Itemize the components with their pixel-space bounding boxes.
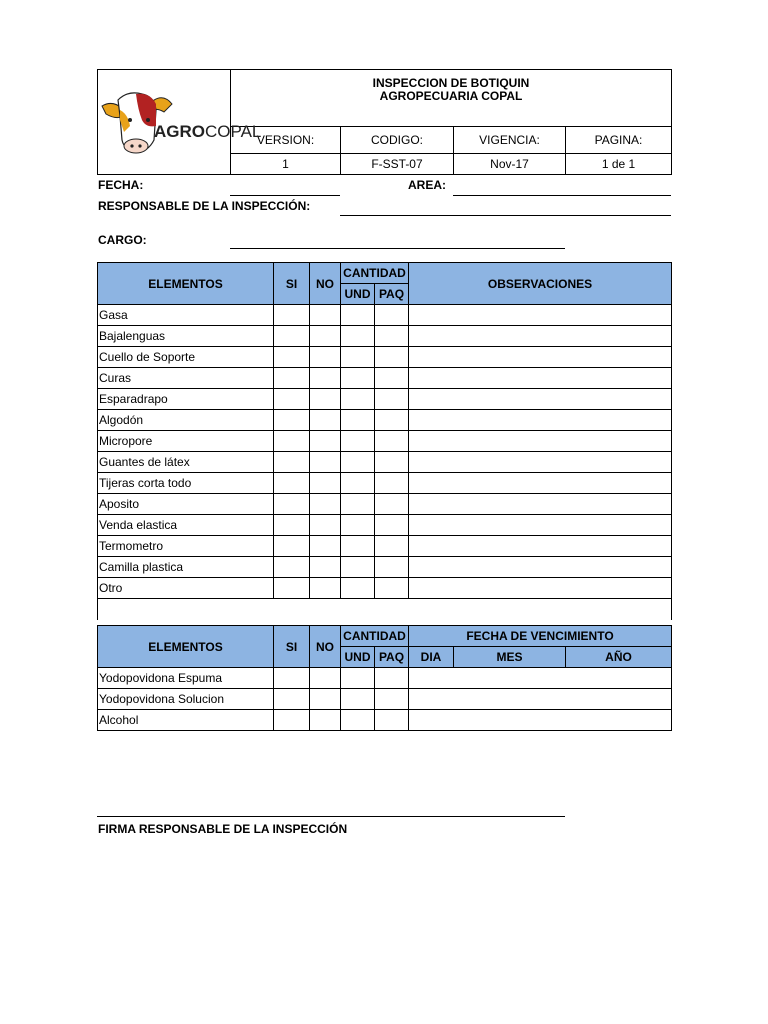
vigencia-label: VIGENCIA: (454, 127, 566, 154)
version-value: 1 (231, 153, 341, 174)
table-row (98, 305, 672, 326)
no-cell[interactable] (310, 410, 341, 431)
item-name: Aposito (98, 494, 274, 515)
paq-cell[interactable] (375, 536, 409, 557)
col2-fecha-vencimiento: FECHA DE VENCIMIENTO (409, 626, 672, 647)
col2-anio: AÑO (566, 647, 672, 668)
si-cell[interactable] (274, 557, 310, 578)
si-cell[interactable] (274, 326, 310, 347)
fecha-label: FECHA: (98, 178, 144, 192)
table-row (98, 668, 672, 689)
item-name: Tijeras corta todo (98, 473, 274, 494)
no-cell[interactable] (310, 578, 341, 599)
pagina-value: 1 de 1 (566, 153, 672, 174)
table-row (98, 347, 672, 368)
und-cell[interactable] (341, 326, 375, 347)
vencimiento-table (97, 625, 672, 731)
document-title (231, 70, 672, 127)
codigo-label: CODIGO: (341, 127, 454, 154)
und-cell[interactable] (341, 368, 375, 389)
observaciones-cell[interactable] (409, 305, 672, 326)
no-cell[interactable] (310, 368, 341, 389)
company-logo (98, 70, 262, 174)
observaciones-cell[interactable] (409, 410, 672, 431)
paq-cell[interactable] (375, 347, 409, 368)
paq-cell[interactable] (375, 431, 409, 452)
responsable-label: RESPONSABLE DE LA INSPECCIÓN: (98, 199, 311, 213)
und-cell[interactable] (341, 410, 375, 431)
cargo-input-line[interactable] (230, 248, 565, 249)
si-cell[interactable] (274, 452, 310, 473)
vigencia-value: Nov-17 (454, 153, 566, 174)
table-row (98, 557, 672, 578)
si-cell[interactable] (274, 578, 310, 599)
item-name: Algodón (98, 410, 274, 431)
col2-und: UND (341, 647, 375, 668)
paq-cell[interactable] (375, 410, 409, 431)
paq-cell[interactable] (375, 515, 409, 536)
paq-cell[interactable] (375, 494, 409, 515)
und-cell[interactable] (341, 557, 375, 578)
si-cell[interactable] (274, 494, 310, 515)
cargo-label: CARGO: (98, 233, 147, 247)
area-label: AREA: (408, 178, 446, 192)
col2-si: SI (274, 626, 310, 668)
vencimiento-cell[interactable] (409, 710, 672, 731)
si-cell[interactable] (274, 536, 310, 557)
firma-label: FIRMA RESPONSABLE DE LA INSPECCIÓN (98, 822, 348, 836)
table-row (98, 452, 672, 473)
col-observaciones: OBSERVACIONES (409, 263, 672, 305)
no-cell[interactable] (310, 557, 341, 578)
item-name: Yodopovidona Espuma (98, 668, 274, 689)
logo-copal: COPAL (205, 122, 262, 141)
table-row (98, 431, 672, 452)
no-cell[interactable] (310, 689, 341, 710)
title-line2: AGROPECUARIA COPAL (379, 89, 523, 103)
observaciones-cell[interactable] (409, 368, 672, 389)
logo-agro: AGRO (154, 122, 205, 141)
spacer-row (98, 599, 672, 620)
observaciones-cell[interactable] (409, 536, 672, 557)
table-row (98, 494, 672, 515)
item-name: Yodopovidona Solucion (98, 689, 274, 710)
paq-cell[interactable] (375, 473, 409, 494)
und-cell[interactable] (341, 710, 375, 731)
item-name: Cuello de Soporte (98, 347, 274, 368)
si-cell[interactable] (274, 689, 310, 710)
observaciones-cell[interactable] (409, 389, 672, 410)
logo-cell (98, 70, 262, 175)
table-row (98, 368, 672, 389)
observaciones-cell[interactable] (409, 347, 672, 368)
und-cell[interactable] (341, 536, 375, 557)
und-cell[interactable] (341, 668, 375, 689)
paq-cell[interactable] (375, 326, 409, 347)
paq-cell[interactable] (375, 389, 409, 410)
si-cell[interactable] (274, 389, 310, 410)
observaciones-cell[interactable] (409, 515, 672, 536)
item-name: Micropore (98, 431, 274, 452)
vencimiento-cell[interactable] (409, 689, 672, 710)
no-cell[interactable] (310, 668, 341, 689)
table-row (98, 689, 672, 710)
firma-line[interactable] (97, 816, 565, 817)
paq-cell[interactable] (375, 689, 409, 710)
item-name: Bajalenguas (98, 326, 274, 347)
col2-mes: MES (454, 647, 566, 668)
si-cell[interactable] (274, 668, 310, 689)
und-cell[interactable] (341, 305, 375, 326)
no-cell[interactable] (310, 431, 341, 452)
item-name: Guantes de látex (98, 452, 274, 473)
no-cell[interactable] (310, 305, 341, 326)
responsable-input-line[interactable] (340, 215, 671, 216)
no-cell[interactable] (310, 347, 341, 368)
observaciones-cell[interactable] (409, 431, 672, 452)
und-cell[interactable] (341, 494, 375, 515)
item-name: Termometro (98, 536, 274, 557)
table-row (98, 326, 672, 347)
col2-elementos: ELEMENTOS (98, 626, 274, 668)
und-cell[interactable] (341, 347, 375, 368)
paq-cell[interactable] (375, 710, 409, 731)
no-cell[interactable] (310, 515, 341, 536)
item-name: Otro (98, 578, 274, 599)
codigo-value: F-SST-07 (341, 153, 454, 174)
col-elementos: ELEMENTOS (98, 263, 274, 305)
col-si: SI (274, 263, 310, 305)
col-paq: PAQ (375, 284, 409, 305)
item-name: Curas (98, 368, 274, 389)
si-cell[interactable] (274, 515, 310, 536)
und-cell[interactable] (341, 431, 375, 452)
si-cell[interactable] (274, 347, 310, 368)
paq-cell[interactable] (375, 452, 409, 473)
observaciones-cell[interactable] (409, 473, 672, 494)
si-cell[interactable] (274, 710, 310, 731)
area-input-line[interactable] (453, 195, 671, 196)
fecha-input-line[interactable] (230, 195, 340, 196)
und-cell[interactable] (341, 389, 375, 410)
observaciones-cell[interactable] (409, 557, 672, 578)
no-cell[interactable] (310, 710, 341, 731)
version-label: VERSION: (231, 127, 341, 154)
pagina-label: PAGINA: (566, 127, 672, 154)
table-row (98, 473, 672, 494)
vencimiento-cell[interactable] (409, 668, 672, 689)
observaciones-cell[interactable] (409, 578, 672, 599)
table-row (98, 536, 672, 557)
table-row (98, 710, 672, 731)
observaciones-cell[interactable] (409, 326, 672, 347)
si-cell[interactable] (274, 305, 310, 326)
si-cell[interactable] (274, 473, 310, 494)
und-cell[interactable] (341, 578, 375, 599)
header-table (97, 69, 672, 175)
paq-cell[interactable] (375, 557, 409, 578)
col2-no: NO (310, 626, 341, 668)
title-line1: INSPECCION DE BOTIQUIN (372, 76, 530, 90)
si-cell[interactable] (274, 431, 310, 452)
item-name: Gasa (98, 305, 274, 326)
col2-dia: DIA (409, 647, 454, 668)
no-cell[interactable] (310, 473, 341, 494)
und-cell[interactable] (341, 515, 375, 536)
table-row (98, 410, 672, 431)
no-cell[interactable] (310, 389, 341, 410)
und-cell[interactable] (341, 473, 375, 494)
item-name: Esparadrapo (98, 389, 274, 410)
item-name: Alcohol (98, 710, 274, 731)
col-und: UND (341, 284, 375, 305)
table-row (98, 515, 672, 536)
table-row (98, 389, 672, 410)
col2-cantidad: CANTIDAD (341, 626, 409, 647)
und-cell[interactable] (341, 452, 375, 473)
item-name: Venda elastica (98, 515, 274, 536)
item-name: Camilla plastica (98, 557, 274, 578)
no-cell[interactable] (310, 326, 341, 347)
col-cantidad: CANTIDAD (341, 263, 409, 284)
no-cell[interactable] (310, 536, 341, 557)
paq-cell[interactable] (375, 368, 409, 389)
col2-paq: PAQ (375, 647, 409, 668)
paq-cell[interactable] (375, 668, 409, 689)
und-cell[interactable] (341, 689, 375, 710)
si-cell[interactable] (274, 410, 310, 431)
no-cell[interactable] (310, 494, 341, 515)
table-row (98, 578, 672, 599)
paq-cell[interactable] (375, 578, 409, 599)
paq-cell[interactable] (375, 305, 409, 326)
botiquin-table (97, 262, 672, 620)
observaciones-cell[interactable] (409, 452, 672, 473)
col-no: NO (310, 263, 341, 305)
observaciones-cell[interactable] (409, 494, 672, 515)
si-cell[interactable] (274, 368, 310, 389)
no-cell[interactable] (310, 452, 341, 473)
